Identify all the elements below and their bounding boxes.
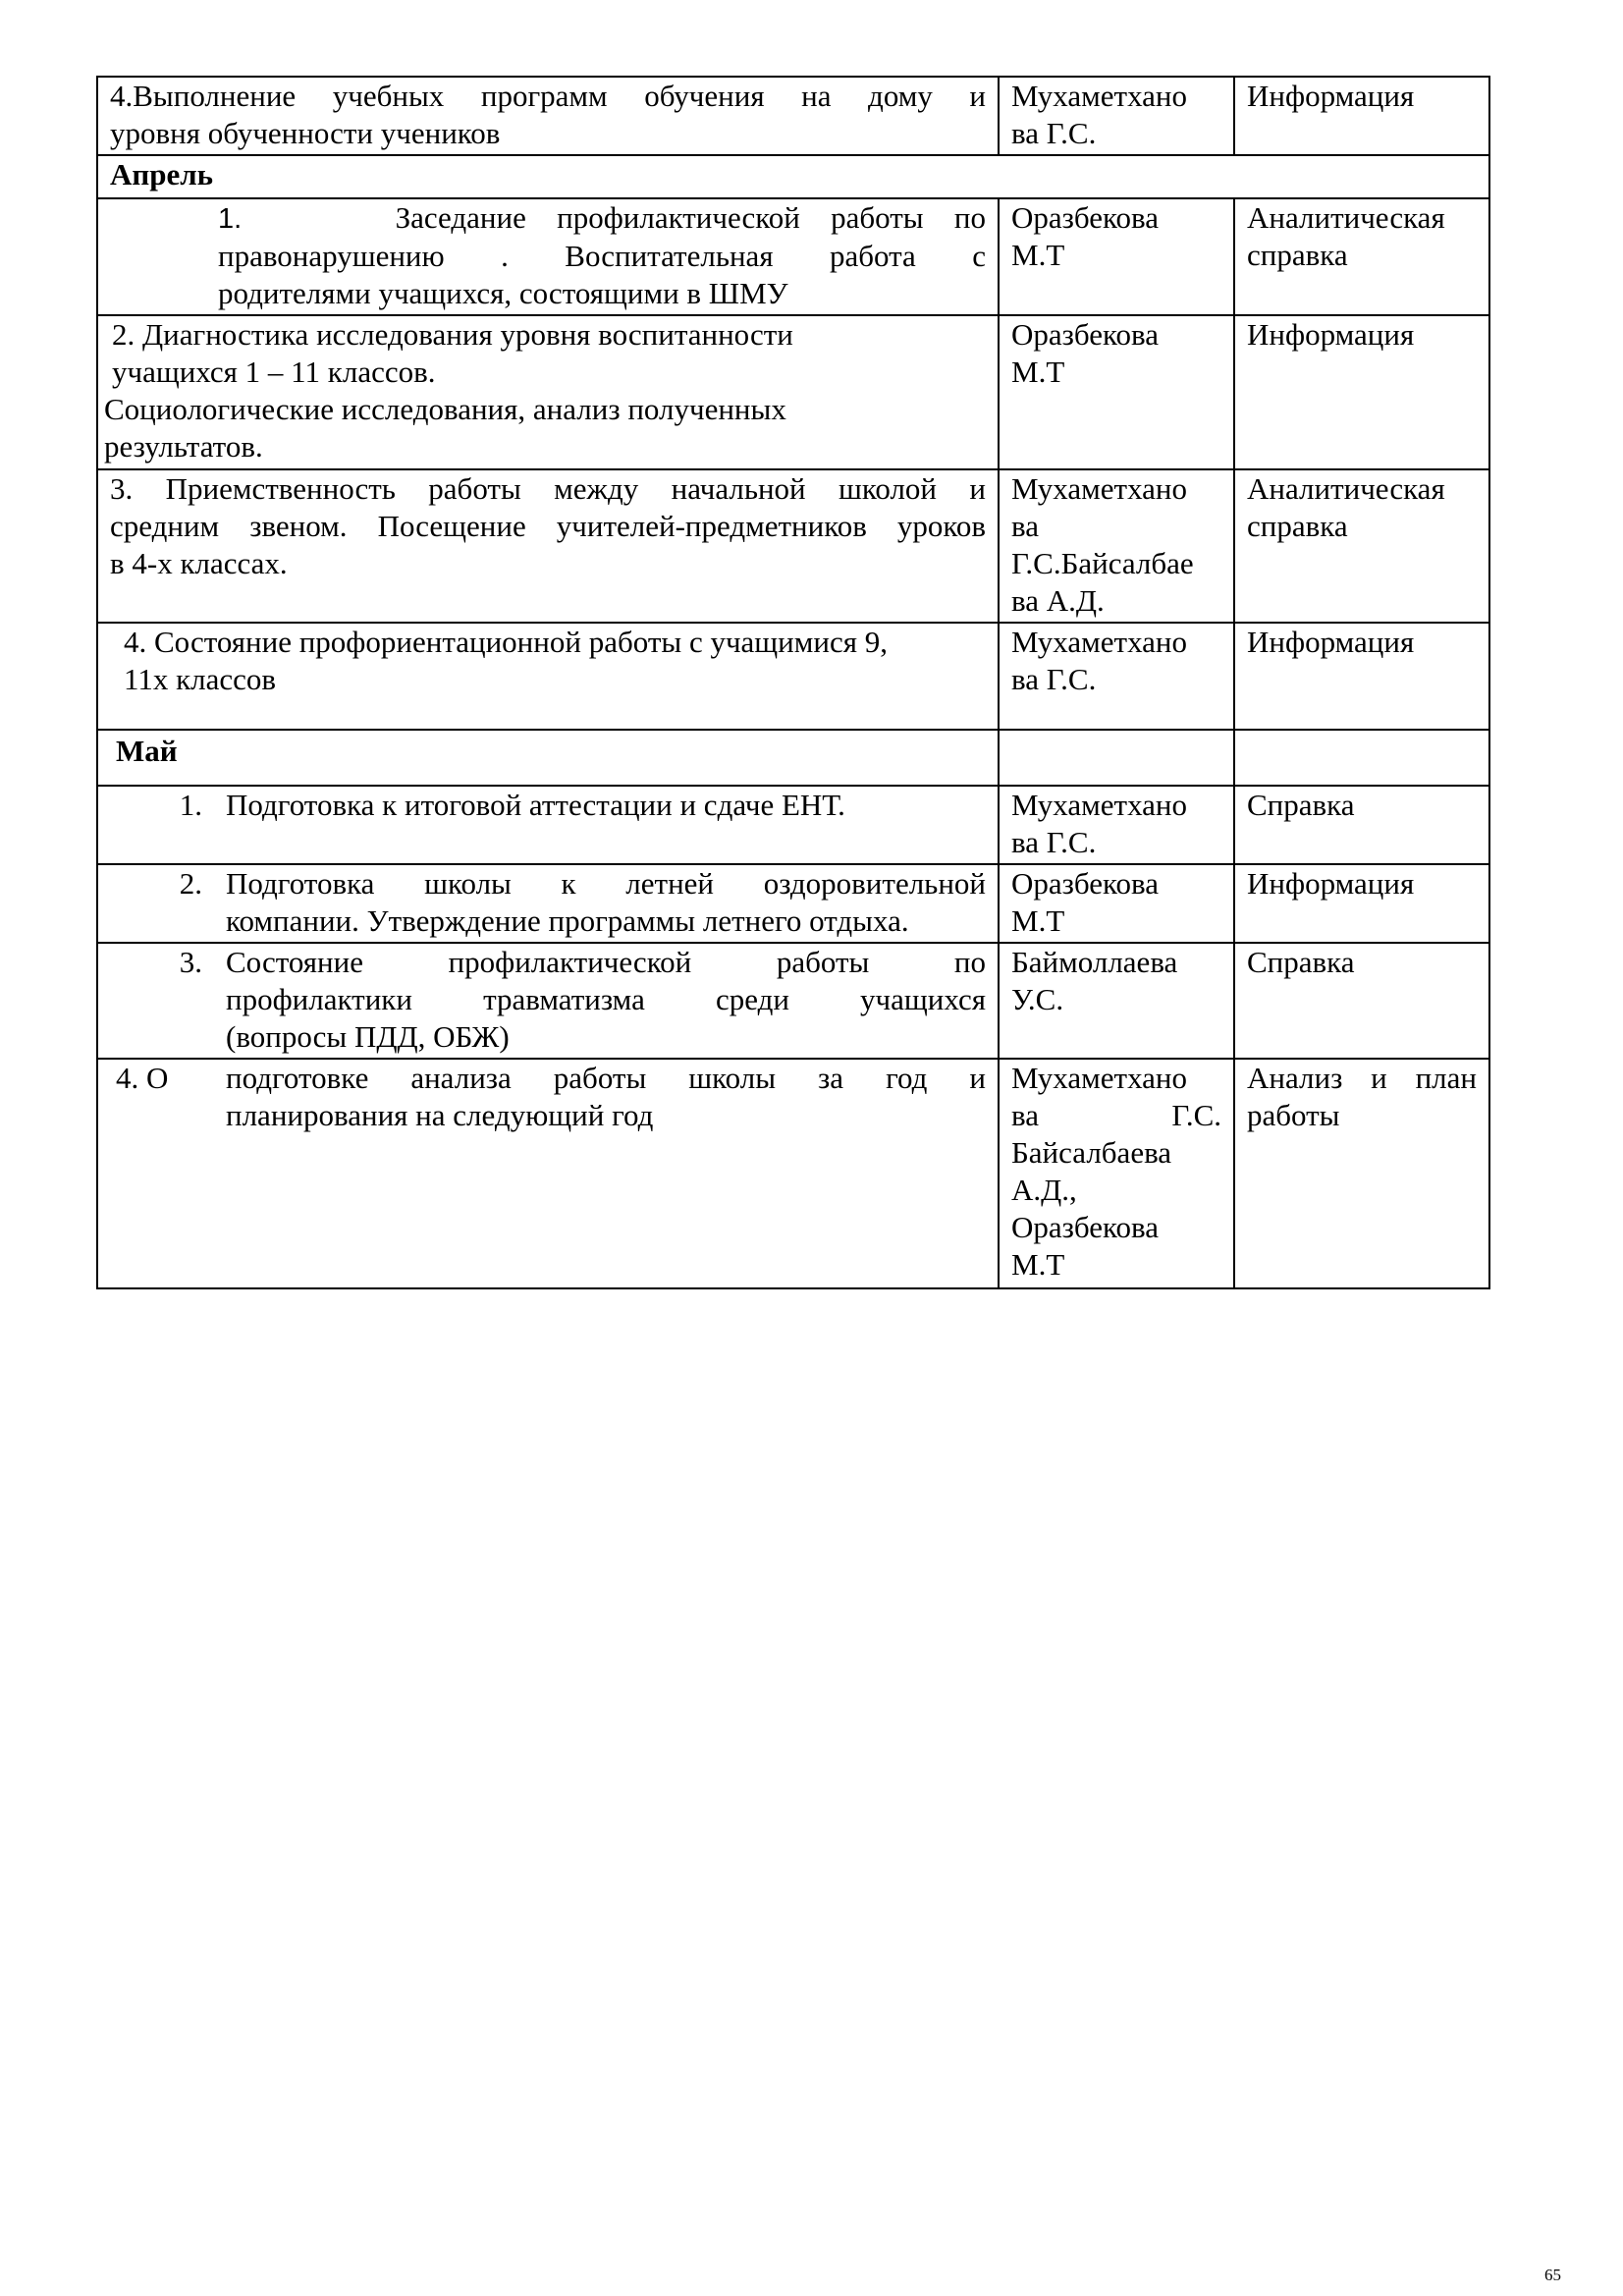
responsible-line: М.Т (1011, 1247, 1065, 1282)
form-line: Информация (1247, 866, 1415, 901)
responsible-line: ва Г.С. (1011, 662, 1097, 696)
topic-line: подготовке анализа работы школы за год и (226, 1061, 986, 1095)
table-row (97, 786, 1489, 864)
responsible-line: М.Т (1011, 238, 1065, 272)
responsible-line: Оразбекова (1011, 317, 1159, 352)
form-line: Информация (1247, 625, 1415, 659)
form-cell (1234, 1059, 1489, 1288)
responsible-cell (999, 623, 1234, 730)
month-row (97, 730, 1489, 786)
responsible-line: ва Г.С. (1011, 116, 1097, 150)
topic-line: Подготовка школы к летней оздоровительной (226, 866, 986, 901)
topic-body (226, 865, 986, 940)
topic-cell (97, 469, 999, 623)
topic-cell (97, 943, 999, 1059)
responsible-cell (999, 1059, 1234, 1288)
item-number: 1. (218, 203, 243, 235)
numbered-item (110, 944, 986, 1056)
table-row (97, 198, 1489, 315)
topic-cell (97, 315, 999, 469)
topic-line: Подготовка к итоговой аттестации и сдаче ЕНТ. (226, 788, 845, 822)
table-row (97, 943, 1489, 1059)
table-row (97, 77, 1489, 155)
responsible-line: ва Г.С. (1011, 1098, 1221, 1132)
responsible-line: Баймоллаева (1011, 945, 1178, 979)
table-row (97, 315, 1489, 469)
topic-body (226, 1060, 986, 1134)
responsible-line: Г.С.Байсалбае (1011, 546, 1194, 580)
empty-cell (1234, 730, 1489, 786)
topic-body (226, 944, 986, 1056)
responsible-cell (999, 315, 1234, 469)
responsible-cell (999, 469, 1234, 623)
responsible-line: ва Г.С. (1011, 825, 1097, 859)
numbered-item (110, 1060, 986, 1134)
form-line: Аналитическая (1247, 200, 1445, 235)
form-line: Анализ и план (1247, 1061, 1477, 1095)
form-cell (1234, 623, 1489, 730)
form-cell (1234, 315, 1489, 469)
month-heading: Апрель (97, 155, 1489, 198)
responsible-line: Оразбекова (1011, 866, 1159, 901)
topic-line: средним звеном. Посещение учителей-предметников уроков (110, 509, 986, 543)
topic-line: 4. Состояние профориентационной работы с учащимися 9, (124, 625, 888, 659)
topic-cell (97, 198, 999, 315)
form-line: Информация (1247, 79, 1415, 113)
responsible-cell (999, 77, 1234, 155)
topic-line: в 4-х классах. (110, 546, 288, 580)
responsible-line: ва А.Д. (1011, 583, 1105, 618)
form-line: справка (1247, 238, 1348, 272)
topic-line: (вопросы ПДД, ОБЖ) (226, 1019, 510, 1054)
form-line: работы (1247, 1098, 1340, 1132)
table-row (97, 623, 1489, 730)
responsible-line: Оразбекова (1011, 200, 1159, 235)
responsible-line: Мухаметхано (1011, 471, 1188, 506)
form-cell (1234, 864, 1489, 943)
responsible-line: Мухаметхано (1011, 788, 1188, 822)
responsible-line: Байсалбаева (1011, 1135, 1172, 1170)
page-number: 65 (1544, 2266, 1561, 2284)
responsible-cell (999, 864, 1234, 943)
form-line: справка (1247, 509, 1348, 543)
topic-line: учащихся 1 – 11 классов. (112, 355, 436, 389)
responsible-line: Мухаметхано (1011, 1061, 1188, 1095)
item-number: 1. (179, 788, 202, 822)
responsible-line: Мухаметхано (1011, 79, 1188, 113)
form-cell (1234, 198, 1489, 315)
month-row (97, 155, 1489, 198)
topic-line: 2. Диагностика исследования уровня воспитанности (112, 317, 793, 352)
table-row (97, 469, 1489, 623)
plan-table (96, 76, 1490, 1289)
topic-cell (97, 1059, 999, 1288)
numbered-item (110, 787, 986, 824)
responsible-line: У.С. (1011, 982, 1064, 1016)
topic-cell (97, 623, 999, 730)
item-number: 2. (179, 866, 202, 901)
form-cell (1234, 943, 1489, 1059)
topic-line: Состояние профилактической работы по (226, 945, 986, 979)
topic-line: компании. Утверждение программы летнего отдыха. (226, 903, 909, 938)
topic-text (110, 199, 986, 312)
topic-line: профилактики травматизма среди учащихся (226, 982, 986, 1016)
topic-line: результатов. (104, 429, 263, 464)
topic-line: уровня обученности учеников (110, 116, 501, 150)
responsible-line: М.Т (1011, 903, 1065, 938)
responsible-line: Мухаметхано (1011, 625, 1188, 659)
responsible-cell (999, 943, 1234, 1059)
responsible-cell (999, 786, 1234, 864)
topic-line (218, 199, 986, 238)
item-number: 3. (179, 945, 202, 979)
topic-line: 4.Выполнение учебных программ обучения на дому и (110, 79, 986, 113)
table-row (97, 1059, 1489, 1288)
responsible-line: А.Д., (1011, 1173, 1077, 1207)
form-line: Информация (1247, 317, 1415, 352)
topic-line: 3. Приемственность работы между начальной школой и (110, 471, 986, 506)
responsible-line: ва (1011, 509, 1039, 543)
empty-cell (999, 730, 1234, 786)
topic-line: правонарушению . Воспитательная работа с (218, 239, 986, 273)
topic-line: Социологические исследования, анализ полученных (104, 392, 786, 426)
item-number: 4. О (116, 1061, 169, 1095)
form-cell (1234, 786, 1489, 864)
form-cell (1234, 77, 1489, 155)
form-line: Справка (1247, 945, 1355, 979)
responsible-line: Оразбекова (1011, 1210, 1159, 1244)
topic-line: 11х классов (124, 662, 277, 696)
form-line: Справка (1247, 788, 1355, 822)
topic-cell (97, 864, 999, 943)
form-line: Аналитическая (1247, 471, 1445, 506)
responsible-cell (999, 198, 1234, 315)
numbered-item (110, 865, 986, 940)
topic-cell (97, 786, 999, 864)
topic-line-text: Заседание профилактической работы по (395, 200, 986, 235)
month-heading: Май (97, 730, 999, 786)
responsible-line: М.Т (1011, 355, 1065, 389)
topic-cell (97, 77, 999, 155)
topic-line: планирования на следующий год (226, 1098, 654, 1132)
form-cell (1234, 469, 1489, 623)
table-row (97, 864, 1489, 943)
topic-line: родителями учащихся, состоящими в ШМУ (218, 276, 788, 310)
